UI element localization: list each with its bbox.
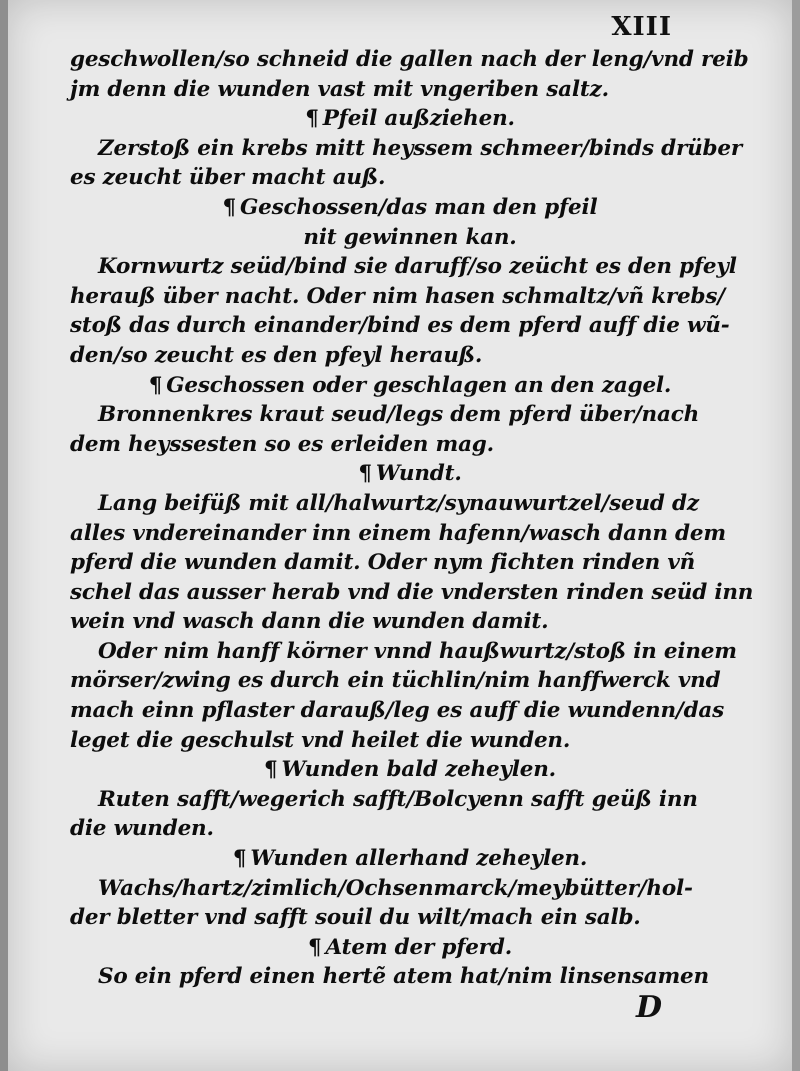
paragraph-first-line (70, 874, 750, 904)
text-line (70, 814, 750, 844)
line-text: mörser/zwing es durch ein tüchlin/nim hanffwerck vnd (70, 668, 721, 694)
line-text: pferd die wunden damit. Oder nym fichten rinden vñ (70, 550, 696, 576)
paragraph-first-line (70, 785, 750, 815)
text-line (70, 282, 750, 312)
line-text: Geschossen/das man den pfeil (240, 194, 598, 220)
line-text: Wachs/hartz/zimlich/Ochsenmarck/meybütter/hol- (98, 875, 693, 901)
pilcrow-icon: ¶ (222, 194, 236, 220)
line-text: Oder nim hanff körner vnnd haußwurtz/stoß in einem (98, 638, 737, 664)
text-line (70, 341, 750, 371)
line-text: stoß das durch einander/bind es dem pferd auff die wũ- (70, 313, 730, 339)
section-heading (70, 844, 750, 874)
line-text: Zerstoß ein krebs mitt heyssem schmeer/binds drüber (98, 135, 742, 161)
section-heading (70, 104, 750, 134)
text-line (70, 311, 750, 341)
line-text: Wunden bald zeheylen. (281, 757, 556, 783)
line-text: herauß über nacht. Oder nim hasen schmaltz/vñ krebs/ (70, 283, 725, 309)
section-heading-continuation (70, 223, 750, 253)
text-line (70, 45, 750, 75)
page-body-text (70, 45, 754, 992)
pilcrow-icon: ¶ (308, 934, 322, 960)
text-line (70, 519, 750, 549)
paragraph-first-line (70, 134, 750, 164)
line-text: leget die geschulst vnd heilet die wunden. (70, 727, 571, 753)
text-line (70, 430, 750, 460)
catchword: D (635, 990, 662, 1025)
pilcrow-icon: ¶ (232, 846, 247, 872)
text-line (70, 726, 750, 756)
text-line (70, 903, 750, 933)
paragraph-first-line (70, 637, 750, 667)
line-text: Wundt. (375, 461, 462, 487)
page-folio: XIII (611, 12, 672, 42)
line-text: den/so zeucht es den pfeyl herauß. (70, 342, 483, 368)
line-text: die wunden. (70, 816, 214, 842)
line-text: wein vnd wasch dann die wunden damit. (70, 609, 549, 635)
section-heading (70, 755, 750, 785)
book-page (8, 0, 792, 1071)
pilcrow-icon: ¶ (264, 757, 278, 783)
page-right-edge (792, 0, 800, 1071)
line-text: alles vndereinander inn einem hafenn/wasch dann dem (70, 520, 726, 546)
text-line (70, 666, 750, 696)
section-heading (70, 371, 750, 401)
line-text: Bronnenkres kraut seud/legs dem pferd über/nach (98, 402, 700, 428)
line-text: nit gewinnen kan. (303, 224, 517, 250)
text-line (70, 578, 754, 608)
pilcrow-icon: ¶ (148, 372, 163, 398)
line-text: Pfeil außziehen. (322, 106, 515, 132)
page-left-edge (0, 0, 8, 1071)
line-text: geschwollen/so schneid die gallen nach der leng/vnd reib (70, 47, 749, 72)
line-text: Wunden allerhand zeheylen. (250, 846, 588, 872)
paragraph-first-line (70, 400, 750, 430)
paragraph-first-line (70, 962, 750, 992)
text-line (70, 548, 750, 578)
section-heading (70, 459, 750, 489)
line-text: Ruten safft/wegerich safft/Bolcyenn safft geüß inn (98, 786, 698, 812)
line-text: jm denn die wunden vast mit vngeriben saltz. (70, 76, 609, 102)
line-text: Lang beifüß mit all/halwurtz/synauwurtzel/seud dz (98, 490, 699, 516)
paragraph-first-line (70, 252, 750, 282)
paragraph-first-line (70, 489, 750, 519)
text-line (70, 607, 750, 637)
line-text: schel das ausser herab vnd die vndersten rinden seüd inn (70, 579, 754, 605)
text-line (70, 75, 750, 105)
line-text: mach einn pflaster darauß/leg es auff die wundenn/das (70, 698, 725, 724)
line-text: dem heyssesten so es erleiden mag. (70, 431, 494, 457)
line-text: Atem der pferd. (325, 934, 512, 960)
line-text: es zeucht über macht auß. (70, 165, 386, 191)
text-line (70, 696, 750, 726)
line-text: Kornwurtz seüd/bind sie daruff/so zeücht es den pfeyl (98, 254, 737, 280)
line-text: der bletter vnd safft souil du wilt/mach ein salb. (70, 905, 641, 931)
section-heading (70, 193, 750, 223)
text-line (70, 163, 750, 193)
pilcrow-icon: ¶ (358, 461, 372, 487)
line-text: So ein pferd einen hertẽ atem hat/nim linsensamen (98, 964, 709, 990)
line-text: Geschossen oder geschlagen an den zagel. (166, 372, 672, 398)
pilcrow-icon: ¶ (305, 106, 319, 132)
section-heading (70, 933, 750, 963)
